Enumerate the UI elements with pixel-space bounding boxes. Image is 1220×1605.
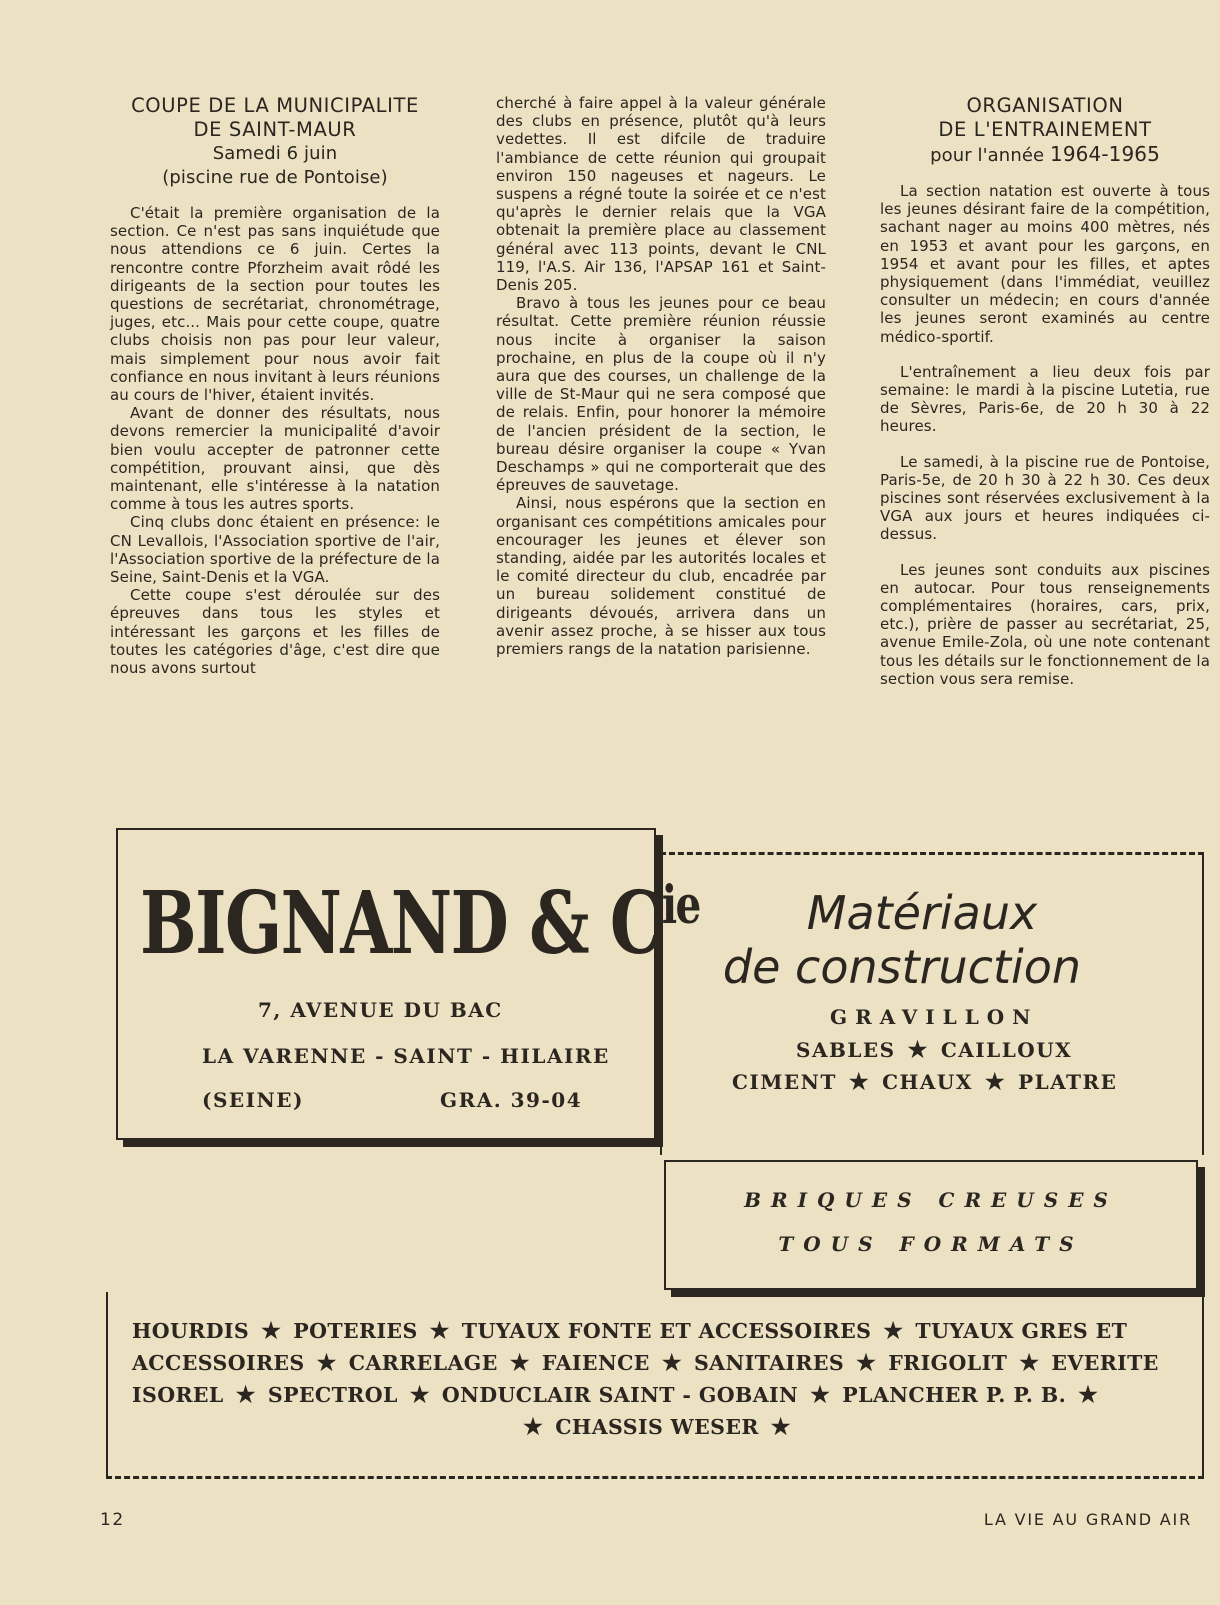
paragraph: Ainsi, nous espérons que la section en organisant ces compétitions amicales pour encourager les jeunes et élever son standing, aidée par les autorités locales et le comité directeur du club, encadrée par un bureau solidement constitué de dirigeants dévoués, arrivera dans un avenir assez proche, à se hisser aux tous premiers rangs de la natation parisienne. xyxy=(496,494,826,659)
product-item: ISOREL xyxy=(132,1383,224,1407)
star-icon: ★ xyxy=(770,1414,791,1440)
ad-platre: PLATRE xyxy=(1018,1070,1118,1094)
article-heading xyxy=(880,94,1210,168)
product-item: SPECTROL xyxy=(267,1383,398,1407)
ad-title-line-2: de construction xyxy=(722,940,1082,994)
ad-gravillon: GRAVILLON xyxy=(830,1005,1039,1029)
article-title-line-1: ORGANISATION xyxy=(966,94,1124,117)
article-title-line-2: DE L'ENTRAINEMENT xyxy=(938,118,1152,141)
product-item: CARRELAGE xyxy=(348,1351,498,1375)
ad-town: LA VARENNE - SAINT - HILAIRE xyxy=(202,1044,610,1068)
product-item: ONDUCLAIR SAINT - GOBAIN xyxy=(441,1383,799,1407)
products-row-2 xyxy=(132,1350,1182,1376)
ad-briques xyxy=(664,1160,1198,1290)
product-item: TUYAUX GRES ET xyxy=(915,1319,1128,1343)
paragraph: Le samedi, à la piscine rue de Pontoise, Paris-5e, de 20 h 30 à 22 h 30. Ces deux piscines sont réservées exclusivement à la VGA aux jours et heures indiquées ci-dessus. xyxy=(880,452,1210,544)
paragraph: Avant de donner des résultats, nous devons remercier la municipalité d'avoir bien voulu accepter de patronner cette compétition, prouvant ainsi, que dès maintenant, elle s'intéresse à la natation comme à tous les autres sports. xyxy=(110,404,440,514)
star-icon: ★ xyxy=(984,1069,1007,1095)
star-icon: ★ xyxy=(429,1318,450,1344)
star-icon: ★ xyxy=(883,1318,904,1344)
paragraph: Cinq clubs donc étaient en présence: le CN Levallois, l'Association sportive de l'air, l'Association sportive de la préfecture de la Seine, Saint-Denis et la VGA. xyxy=(110,513,440,587)
page-number: 12 xyxy=(100,1510,125,1530)
star-icon: ★ xyxy=(523,1414,544,1440)
magazine-title: LA VIE AU GRAND AIR xyxy=(983,1510,1192,1529)
paragraph: Les jeunes sont conduits aux piscines en autocar. Pour tous renseignements complémentaires (horaires, cars, prix, etc.), prière de passer au secrétariat, 25, avenue Emile-Zola, où une note contenant tous les détails sur le fonctionnement de la section vous sera remise. xyxy=(880,560,1210,688)
ad-line-sables xyxy=(796,1037,1072,1063)
article-heading xyxy=(110,94,440,190)
paragraph: C'était la première organisation de la section. Ce n'est pas sans inquiétude que nous attendions ce 6 juin. Certes la rencontre contre Pforzheim avait rôdé les dirigeants de la section pour toutes les questions de secrétariat, chronométrage, juges, etc... Mais pour cette coupe, quatre clubs choisis non pas pour leur valeur, mais simplement pour nous avoir fait confiance en nous invitant à leurs réunions au cours de l'hiver, étaient invités. xyxy=(110,204,440,405)
star-icon: ★ xyxy=(509,1350,530,1376)
article-title-line-1: COUPE DE LA MUNICIPALITE xyxy=(131,94,419,117)
product-item: FRIGOLIT xyxy=(888,1351,1008,1375)
product-item: POTERIES xyxy=(293,1319,418,1343)
ad-ciment: CIMENT xyxy=(732,1070,837,1094)
product-item: CHASSIS WESER xyxy=(555,1415,759,1439)
ad-cailloux: CAILLOUX xyxy=(940,1038,1073,1062)
star-icon: ★ xyxy=(1078,1382,1099,1408)
season-prefix: pour l'année xyxy=(930,145,1045,166)
article-entrainement xyxy=(880,94,1210,688)
paragraph: Cette coupe s'est déroulée sur des épreuves dans tous les styles et intéressant les garçons et les filles de toutes les catégories d'âge, c'est dire que nous avons surtout xyxy=(110,586,440,678)
company-name-text: BIGNAND & C xyxy=(140,873,662,974)
paragraph: cherché à faire appel à la valeur générale des clubs en présence, plutôt qu'à leurs vedettes. Il est difcile de traduire l'ambiance de cette réunion qui groupait environ 150 nageuses et nageurs. Le suspens a régné toute la soirée et ce n'est qu'après le dernier relais que la VGA obtenait la première place au classement général avec 113 points, devant le CNL 119, l'A.S. Air 136, l'APSAP 161 et Saint-Denis 205. xyxy=(496,94,826,295)
ad-address: 7, AVENUE DU BAC xyxy=(258,998,503,1022)
product-item: FAIENCE xyxy=(541,1351,650,1375)
product-item: HOURDIS xyxy=(132,1319,250,1343)
article-season xyxy=(880,142,1210,168)
ad-materiaux-construction xyxy=(660,852,1204,1155)
products-row-3 xyxy=(132,1382,1182,1408)
product-item: TUYAUX FONTE ET ACCESSOIRES xyxy=(461,1319,872,1343)
ad-chaux: CHAUX xyxy=(882,1070,973,1094)
article-coupe-municipalite xyxy=(110,94,440,677)
star-icon: ★ xyxy=(810,1382,831,1408)
season-years: 1964-1965 xyxy=(1050,142,1160,166)
ad-line-ciment xyxy=(732,1069,1117,1095)
article-title-line-2: DE SAINT-MAUR xyxy=(193,118,357,141)
product-item: ACCESSOIRES xyxy=(132,1351,305,1375)
star-icon: ★ xyxy=(261,1318,282,1344)
ad-products-list xyxy=(106,1292,1204,1479)
paragraph: La section natation est ouverte à tous les jeunes désirant faire de la compétition, sachant nager au moins 400 mètres, nés en 1953 et avant pour les garçons, en 1954 et avant pour les filles, et aptes physiquement (dans l'immédiat, veuillez consulter un médecin; en cours d'année les jeunes seront examinés au centre médico-sportif. xyxy=(880,182,1210,346)
ad-sables: SABLES xyxy=(796,1038,896,1062)
star-icon: ★ xyxy=(1019,1350,1040,1376)
product-item: EVERITE xyxy=(1051,1351,1159,1375)
star-icon: ★ xyxy=(848,1069,871,1095)
product-item: PLANCHER P. P. B. xyxy=(842,1383,1067,1407)
star-icon: ★ xyxy=(316,1350,337,1376)
article-date: Samedi 6 juin xyxy=(212,143,338,164)
ad-phone: GRA. 39-04 xyxy=(440,1088,583,1112)
ad-briques-line-1: BRIQUES CREUSES xyxy=(744,1188,1118,1212)
star-icon: ★ xyxy=(856,1350,877,1376)
ad-bignand xyxy=(116,828,700,1140)
star-icon: ★ xyxy=(409,1382,430,1408)
article-continuation xyxy=(496,94,826,658)
paragraph: Bravo à tous les jeunes pour ce beau résultat. Cette première réunion réussie nous incite à organiser la saison prochaine, en plus de la coupe où il n'y aura que des courses, un challenge de la ville de St-Maur qui ne sera composé que de relais. Enfin, pour honorer la mémoire de l'ancien président de la section, le bureau désire organiser la coupe « Yvan Deschamps » qui ne comporterait que des épreuves de sauvetage. xyxy=(496,294,826,495)
ad-company-name xyxy=(140,856,700,974)
ad-title-line-1: Matériaux xyxy=(806,886,1038,940)
paragraph: L'entraînement a lieu deux fois par semaine: le mardi à la piscine Lutetia, rue de Sèvres, Paris-6e, de 20 h 30 à 22 heures. xyxy=(880,362,1210,436)
ad-region: (SEINE) xyxy=(202,1088,304,1112)
products-row-4 xyxy=(132,1414,1182,1440)
article-venue: (piscine rue de Pontoise) xyxy=(162,167,388,188)
ad-briques-line-2: TOUS FORMATS xyxy=(778,1232,1084,1256)
company-name-superscript: ie xyxy=(661,875,700,936)
star-icon: ★ xyxy=(235,1382,256,1408)
products-row-1 xyxy=(132,1318,1182,1344)
star-icon: ★ xyxy=(907,1037,929,1063)
star-icon: ★ xyxy=(661,1350,682,1376)
product-item: SANITAIRES xyxy=(693,1351,845,1375)
